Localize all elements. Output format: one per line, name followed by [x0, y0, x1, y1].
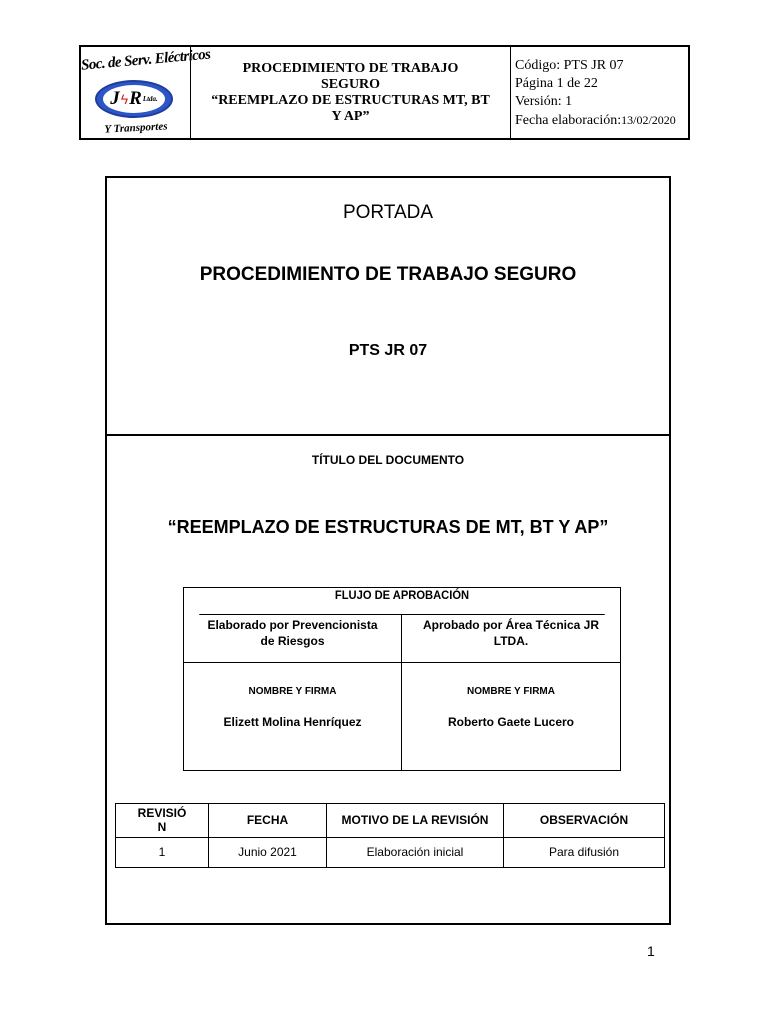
cover-label: PORTADA: [342, 202, 434, 223]
revision-header-line2: N: [157, 820, 167, 835]
lightning-icon: ϟ: [120, 91, 129, 107]
cover-frame: [105, 176, 671, 925]
approval-heading: FLUJO DE APROBACIÓN: [199, 588, 604, 615]
approved-by-line1: Aprobado por Área Técnica JR: [422, 618, 600, 632]
creation-date-value: 13/02/2020: [621, 113, 676, 127]
page-count: Página 1 de 22: [515, 76, 598, 91]
revision-observation: Para difusión: [504, 837, 665, 867]
header-title-line2: SEGURO: [320, 76, 381, 92]
header-title-line4: Y AP”: [331, 108, 370, 124]
header-title-line3: “REEMPLAZO DE ESTRUCTURAS MT, BT: [211, 92, 490, 108]
cover-code: PTS JR 07: [348, 342, 428, 359]
logo-mark-left: J: [110, 88, 120, 109]
document-header: [79, 45, 690, 140]
header-info: [511, 47, 688, 138]
revision-table: [115, 803, 665, 868]
revision-date: Junio 2021: [209, 837, 327, 867]
cover-section: [107, 178, 669, 436]
revision-column-header: [116, 804, 209, 838]
signer-name-left: Elizett Molina Henríquez: [223, 715, 362, 729]
logo-ltda: Ltda.: [142, 95, 158, 103]
company-logo: [80, 46, 211, 138]
reason-column-header: MOTIVO DE LA REVISIÓN: [327, 804, 504, 838]
signature-label-left: NOMBRE Y FIRMA: [248, 686, 337, 697]
signature-cell-right: [402, 663, 620, 770]
logo-bottom-text: Y Transportes: [104, 120, 168, 136]
logo-oval: [95, 80, 173, 118]
elaborated-by-line1: Elaborado por Prevencionista: [207, 618, 378, 632]
revision-header-line1: REVISIÓ: [137, 806, 187, 821]
cover-title: PROCEDIMIENTO DE TRABAJO SEGURO: [199, 264, 577, 285]
approved-by-line2: LTDA.: [493, 634, 529, 648]
revision-reason: Elaboración inicial: [327, 837, 504, 867]
elaborated-by-line2: de Riesgos: [260, 634, 325, 648]
logo-oval-inner: [103, 85, 165, 113]
approval-table: [183, 587, 621, 771]
approval-signatures-row: [184, 663, 620, 770]
creation-date: [515, 111, 688, 130]
signature-label-right: NOMBRE Y FIRMA: [467, 686, 555, 697]
approval-roles-row: [184, 615, 620, 663]
signature-cell-left: [184, 663, 402, 770]
signer-name-right: Roberto Gaete Lucero: [447, 715, 575, 729]
revision-header-row: [116, 804, 665, 838]
approved-by-cell: [402, 615, 620, 662]
header-title-line1: PROCEDIMIENTO DE TRABAJO: [242, 60, 459, 76]
document-title-label: TÍTULO DEL DOCUMENTO: [311, 453, 465, 467]
version: Versión: 1: [515, 94, 573, 109]
elaborated-by-cell: [184, 615, 402, 662]
document-title: “REEMPLAZO DE ESTRUCTURAS DE MT, BT Y AP”: [167, 517, 609, 537]
document-code: Código: PTS JR 07: [515, 58, 624, 73]
logo-top-text: Soc. de Serv. Eléctricos: [80, 46, 211, 74]
logo-mark-right: R: [129, 88, 142, 109]
revision-number: 1: [116, 837, 209, 867]
header-title: [191, 47, 511, 138]
observation-column-header: OBSERVACIÓN: [504, 804, 665, 838]
page-number: 1: [647, 943, 655, 959]
date-column-header: FECHA: [209, 804, 327, 838]
table-row: [116, 837, 665, 867]
creation-date-label: Fecha elaboración:: [515, 113, 622, 128]
